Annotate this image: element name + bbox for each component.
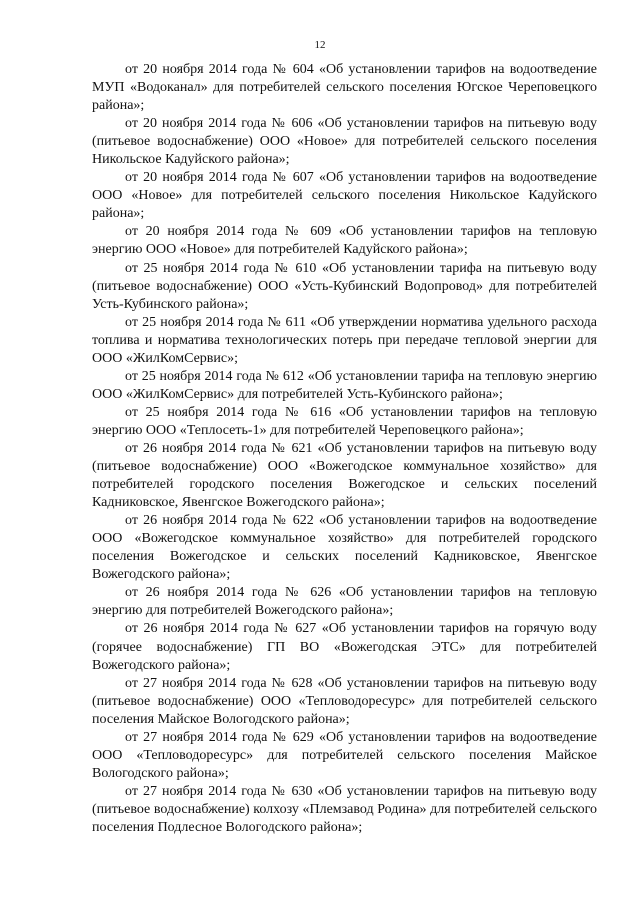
resolution-item-616: от 25 ноября 2014 года № 616 «Об установлении тарифов на тепловую энергию ООО «Теплосеть-1» для потребителей Череповецкого района»; bbox=[92, 404, 597, 438]
resolution-item-630: от 27 ноября 2014 года № 630 «Об установлении тарифов на питьевую воду (питьевое водоснабжение) колхозу «Племзавод Родина» для потребителей сельского поселения Подлесное Вологодского района»; bbox=[92, 783, 597, 835]
resolution-item-628: от 27 ноября 2014 года № 628 «Об установлении тарифов на питьевую воду (питьевое водоснабжение) ООО «Тепловодоресурс» для потребителей сельского поселения Майское Вологодского района»; bbox=[92, 675, 597, 727]
resolution-item-626: от 26 ноября 2014 года № 626 «Об установлении тарифов на тепловую энергию для потребителей Вожегодского района»; bbox=[92, 585, 597, 619]
resolution-item-604: от 20 ноября 2014 года № 604 «Об установлении тарифов на водоотведение МУП «Водоканал» для потребителей сельского поселения Югское Череповецкого района»; bbox=[92, 62, 597, 114]
resolution-item-627: от 26 ноября 2014 года № 627 «Об установлении тарифов на горячую воду (горячее водоснабжение) ГП ВО «Вожегодская ЭТС» для потребителей Вожегодского района»; bbox=[92, 621, 597, 673]
resolution-item-610: от 25 ноября 2014 года № 610 «Об установлении тарифа на питьевую воду (питьевое водоснабжение) ООО «Усть-Кубинский Водопровод» для потребителей Усть-Кубинского района»; bbox=[92, 260, 597, 312]
resolution-item-606: от 20 ноября 2014 года № 606 «Об установлении тарифов на питьевую воду (питьевое водоснабжение) ООО «Новое» для потребителей сельского поселения Никольское Кадуйского района»; bbox=[92, 116, 597, 168]
resolution-item-629: от 27 ноября 2014 года № 629 «Об установлении тарифов на водоотведение ООО «Тепловодоресурс» для потребителей сельского поселения Майское Вологодского района»; bbox=[92, 729, 597, 781]
resolution-item-607: от 20 ноября 2014 года № 607 «Об установлении тарифов на водоотведение ООО «Новое» для потребителей сельского поселения Никольское Кадуйского района»; bbox=[92, 170, 597, 222]
resolution-item-612: от 25 ноября 2014 года № 612 «Об установлении тарифа на тепловую энергию ООО «ЖилКомСервис» для потребителей Усть-Кубинского района»; bbox=[92, 368, 597, 402]
document-body bbox=[92, 61, 597, 837]
resolution-item-609: от 20 ноября 2014 года № 609 «Об установлении тарифов на тепловую энергию ООО «Новое» для потребителей Кадуйского района»; bbox=[92, 224, 597, 258]
resolution-item-621: от 26 ноября 2014 года № 621 «Об установлении тарифов на питьевую воду (питьевое водоснабжение) ООО «Вожегодское коммунальное хозяйство» для потребителей городского поселения Вожегодское и сельских поселений Кадниковское, Явенгское Вожегодского района»; bbox=[92, 440, 597, 511]
resolution-item-611: от 25 ноября 2014 года № 611 «Об утверждении норматива удельного расхода топлива и норматива технологических потерь при передаче тепловой энергии для ООО «ЖилКомСервис»; bbox=[92, 314, 597, 366]
resolution-item-622: от 26 ноября 2014 года № 622 «Об установлении тарифов на водоотведение ООО «Вожегодское коммунальное хозяйство» для потребителей городского поселения Вожегодское и сельских поселений Кадниковское, Явенгское Вожегодского района»; bbox=[92, 513, 597, 583]
page-number: 12 bbox=[314, 39, 326, 51]
